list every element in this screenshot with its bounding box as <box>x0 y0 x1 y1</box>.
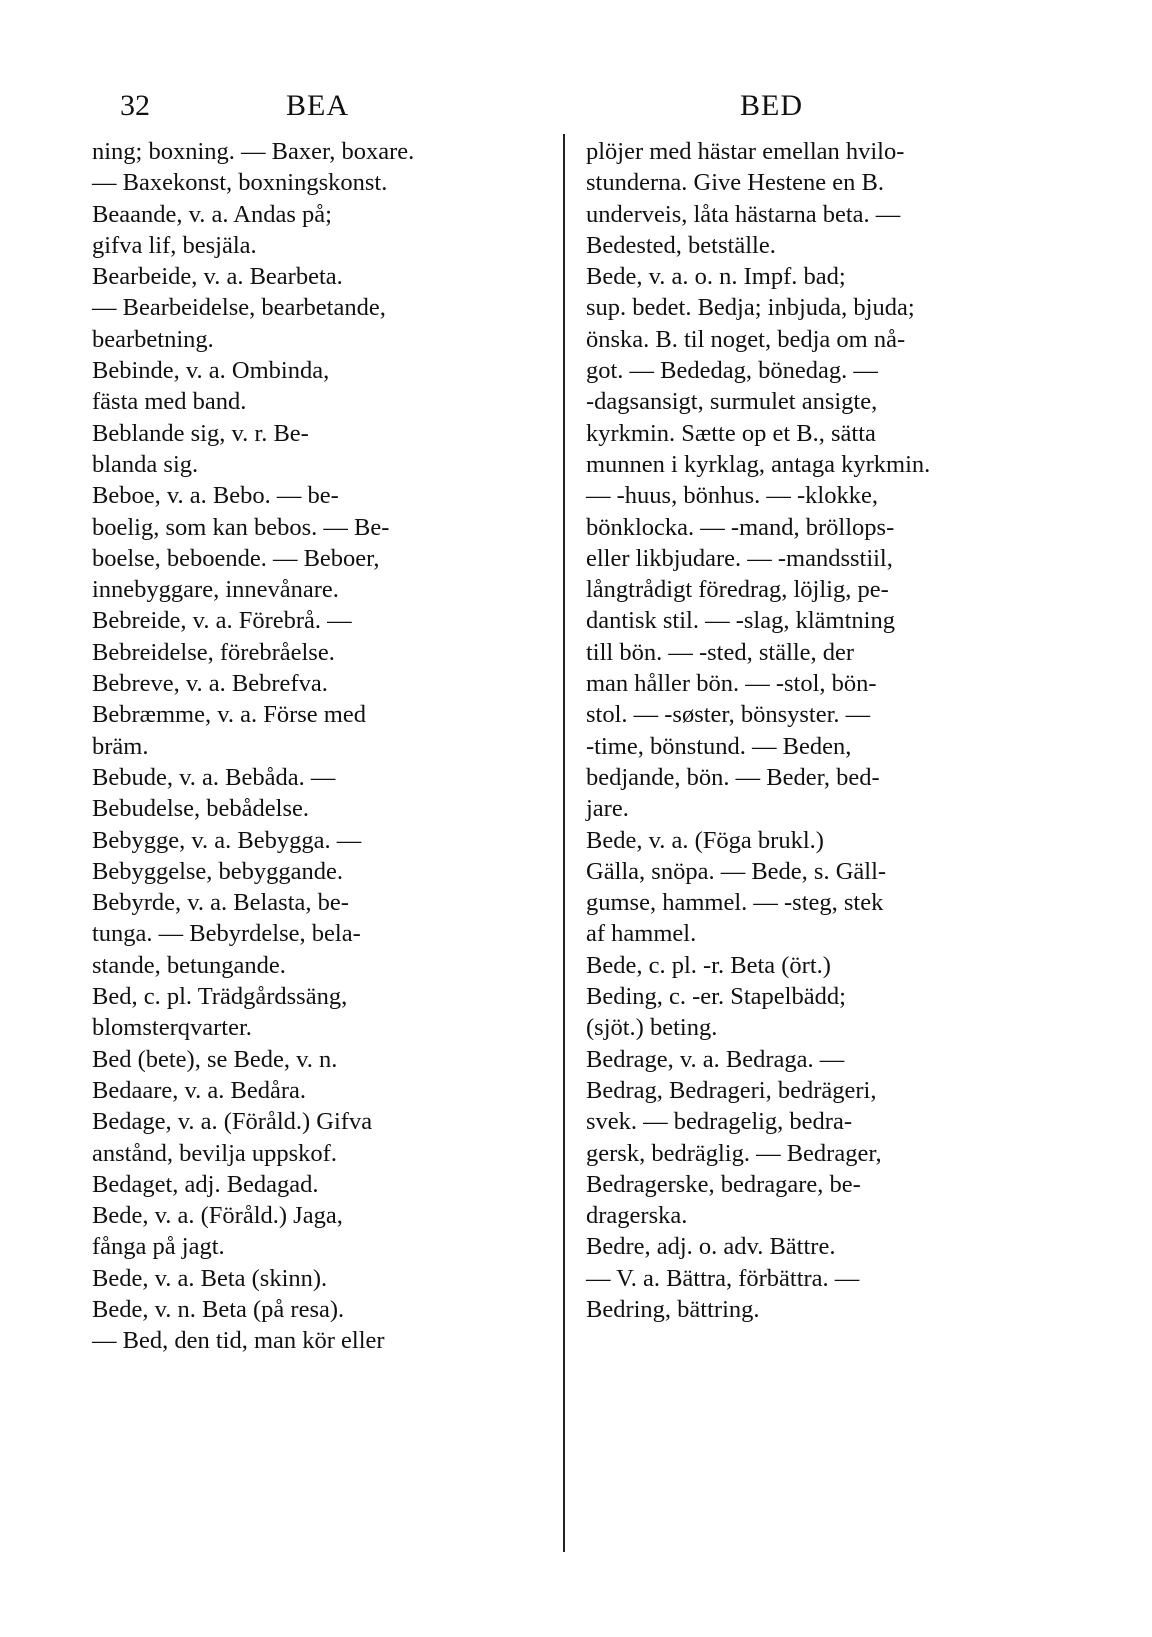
entry-line: innebyggare, innevånare. <box>92 576 339 604</box>
entry-line: dragerska. <box>586 1202 688 1230</box>
entry-line: Bedage, v. a. (Föråld.) Gifva <box>92 1108 373 1136</box>
right-guide-word: BED <box>740 89 803 122</box>
entry-line: bönklocka. — -mand, bröllops- <box>586 513 895 541</box>
entry-line: Bede, v. a. (Föråld.) Jaga, <box>92 1202 343 1230</box>
entry-line: Bebreide, v. a. Förebrå. — <box>92 607 352 635</box>
entry-line: plöjer med hästar emellan hvilo- <box>586 138 905 165</box>
entry-line: blanda sig. <box>92 450 199 478</box>
entry-line: — -huus, bönhus. — -klokke, <box>586 482 878 510</box>
entry-line: Bed (bete), se Bede, v. n. <box>92 1045 338 1073</box>
entry-line: Bebreve, v. a. Bebrefva. <box>92 670 328 698</box>
left-column <box>92 136 542 1357</box>
entry-line: kyrkmin. Sætte op et B., sätta <box>586 419 876 447</box>
entry-line: Bedrage, v. a. Bedraga. — <box>586 1045 845 1073</box>
entry-line: — V. a. Bättra, förbättra. — <box>586 1264 860 1292</box>
entry-line: bedjande, bön. — Beder, bed- <box>586 763 880 791</box>
column-divider <box>563 134 565 1552</box>
entry-line: got. — Bededag, bönedag. — <box>586 357 878 385</box>
entry-line: Beding, c. -er. Stapelbädd; <box>586 983 846 1011</box>
entry-line: Bedring, bättring. <box>586 1295 760 1323</box>
entry-line: — Baxekonst, boxningskonst. <box>92 169 388 197</box>
entry-line: — Bed, den tid, man kör eller <box>92 1327 385 1355</box>
entry-line: Bebudelse, bebådelse. <box>92 795 310 823</box>
entry-line: -time, bönstund. — Beden, <box>586 732 852 760</box>
entry-line: långtrådigt föredrag, löjlig, pe- <box>586 576 889 604</box>
entry-line: Bedre, adj. o. adv. Bättre. <box>586 1233 836 1261</box>
entry-line: gifva lif, besjäla. <box>92 231 257 259</box>
entry-line: sup. bedet. Bedja; inbjuda, bjuda; <box>586 294 915 322</box>
entry-line: dantisk stil. — -slag, klämtning <box>586 607 895 635</box>
page-header <box>92 86 1062 126</box>
entry-line: blomsterqvarter. <box>92 1014 252 1042</box>
entry-line: stande, betungande. <box>92 951 286 979</box>
entry-line: bearbetning. <box>92 325 214 353</box>
entry-line: Beboe, v. a. Bebo. — be- <box>92 482 339 510</box>
entry-line: (sjöt.) beting. <box>586 1014 718 1042</box>
entry-line: Bedested, betställe. <box>586 231 776 259</box>
entry-line: Beaande, v. a. Andas på; <box>92 200 332 228</box>
entry-line: stunderna. Give Hestene en B. <box>586 169 884 197</box>
entry-line: Bede, c. pl. -r. Beta (ört.) <box>586 951 831 979</box>
entry-line: boelig, som kan bebos. — Be- <box>92 513 390 541</box>
entry-line: Bebyrde, v. a. Belasta, be- <box>92 889 349 917</box>
entry-line: stol. — -søster, bönsyster. — <box>586 701 871 729</box>
entry-line: anstånd, bevilja uppskof. <box>92 1139 337 1167</box>
entry-line: tunga. — Bebyrdelse, bela- <box>92 920 361 948</box>
entry-line: Bebyggelse, bebyggande. <box>92 857 344 885</box>
entry-line: gersk, bedräglig. — Bedrager, <box>586 1139 882 1167</box>
entry-line: Bedrag, Bedrageri, bedrägeri, <box>586 1076 877 1104</box>
entry-line: man håller bön. — -stol, bön- <box>586 670 877 698</box>
entry-line: svek. — bedragelig, bedra- <box>586 1108 852 1136</box>
entry-line: fånga på jagt. <box>92 1233 225 1261</box>
page-number: 32 <box>120 89 150 122</box>
entry-line: eller likbjudare. — -mandsstiil, <box>586 544 893 572</box>
right-column <box>586 136 1060 1325</box>
entry-line: underveis, låta hästarna beta. — <box>586 200 901 228</box>
entry-line: Bebreidelse, förebråelse. <box>92 638 335 666</box>
entry-line: Bede, v. n. Beta (på resa). <box>92 1295 345 1323</box>
entry-line: -dagsansigt, surmulet ansigte, <box>586 388 878 416</box>
left-guide-word: BEA <box>286 89 349 122</box>
entry-line: till bön. — -sted, ställe, der <box>586 638 855 666</box>
entry-line: önska. B. til noget, bedja om nå- <box>586 325 906 353</box>
entry-line: munnen i kyrklag, antaga kyrkmin. <box>586 450 931 478</box>
entry-line: gumse, hammel. — -steg, stek <box>586 889 884 917</box>
entry-line: ning; boxning. — Baxer, boxare. <box>92 138 415 165</box>
entry-line: Bedragerske, bedragare, be- <box>586 1170 861 1198</box>
entry-line: Bede, v. a. o. n. Impf. bad; <box>586 263 846 291</box>
entry-line: Bebude, v. a. Bebåda. — <box>92 763 336 791</box>
entry-line: Gälla, snöpa. — Bede, s. Gäll- <box>586 857 887 885</box>
entry-line: Bed, c. pl. Trädgårdssäng, <box>92 983 348 1011</box>
entry-line: Bede, v. a. (Föga brukl.) <box>586 826 824 854</box>
entry-line: — Bearbeidelse, bearbetande, <box>92 294 386 322</box>
entry-line: Bebinde, v. a. Ombinda, <box>92 357 330 385</box>
entry-line: Bebygge, v. a. Bebygga. — <box>92 826 362 854</box>
entry-line: af hammel. <box>586 920 697 948</box>
entry-line: boelse, beboende. — Beboer, <box>92 544 380 572</box>
entry-line: Bedaget, adj. Bedagad. <box>92 1170 319 1198</box>
entry-line: fästa med band. <box>92 388 247 416</box>
entry-line: Bearbeide, v. a. Bearbeta. <box>92 263 343 291</box>
entry-line: Bedaare, v. a. Bedåra. <box>92 1076 307 1104</box>
entry-line: Beblande sig, v. r. Be- <box>92 419 309 447</box>
entry-line: bräm. <box>92 732 149 760</box>
entry-line: Bede, v. a. Beta (skinn). <box>92 1264 328 1292</box>
entry-line: Bebræmme, v. a. Förse med <box>92 701 366 729</box>
entry-line: jare. <box>586 795 629 823</box>
